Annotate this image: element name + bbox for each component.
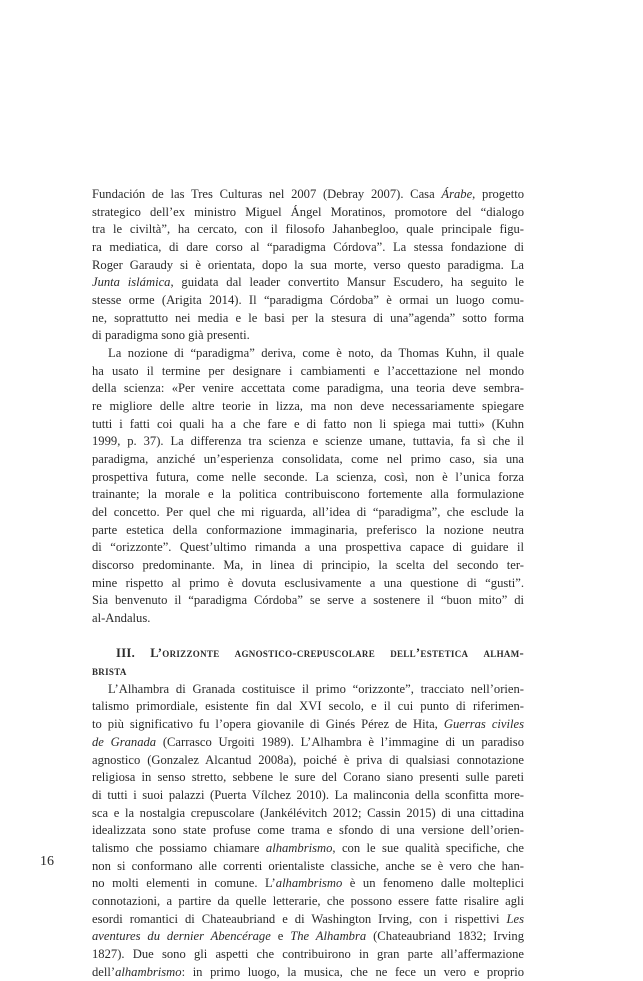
text-line: ra mediatica, di dare corso al “paradigma Córdova”. La stessa fondazione di	[92, 240, 524, 255]
text-line: to più significativo fu l’opera giovanile di Ginés Pérez de Hita, Guerras civiles	[92, 717, 525, 732]
text-line: ha usato il termine per designare i cambiamenti e l’accettazione nel mondo	[92, 363, 524, 378]
text-line: Fundación de las Tres Culturas nel 2007 (Debray 2007). Casa Árabe, progetto	[92, 187, 524, 201]
text-line: non si conformano alle correnti orientaliste classiche, anche se è vero che han-	[92, 858, 524, 873]
text-line: prospettiva futura, come nelle seconde. La scienza, così, non è l’unica forza	[92, 469, 524, 484]
text-line: di paradigma sono già presenti.	[92, 328, 250, 343]
text-line: della scienza: «Per venire accettata come paradigma, una teoria deve sembra-	[92, 381, 524, 396]
text-line: tra le civiltà”, ha cercato, con il filosofo Jahanbegloo, quale principale figu-	[92, 222, 524, 237]
text-line: talismo primordiale, esistente fin dal XVI secolo, e il cui punto di riferimen-	[92, 699, 524, 714]
text-line: strategico dell’ex ministro Miguel Ángel Moratinos, promotore del “dialogo	[92, 204, 524, 219]
paragraph	[92, 186, 524, 345]
italic-title: de Granada	[92, 734, 157, 749]
text-line: no molti elementi in comune. L’alhambrismo è un fenomeno dalle molteplici	[92, 876, 524, 891]
italic-title: aventures du dernier Abencérage	[92, 929, 271, 944]
text-line: ne, soprattutto nei media e le basi per la stesura di una”agenda” sotto forma	[92, 310, 524, 325]
text-line: trainante; la morale e la politica contribuiscono fortemente alla formulazione	[92, 487, 524, 502]
section-spacer	[92, 628, 524, 646]
italic-term: Junta islámica	[92, 275, 171, 290]
italic-term: Árabe	[441, 187, 473, 201]
text-line: re migliore delle altre teorie in lizza, ma non deve necessariamente spiegare	[92, 399, 524, 414]
text-line: La nozione di “paradigma” deriva, come è noto, da Thomas Kuhn, il quale	[108, 346, 524, 361]
text-line: 1827). Due sono gli aspetti che contribuirono in gran parte all’affermazione	[92, 946, 524, 961]
heading-line: III. L’orizzonte agnostico-crepuscolare dell’estetica alham-	[116, 646, 524, 661]
body-text	[92, 186, 524, 981]
text-line: tutti i fatti coi quali ha a che fare e di fatto non li spiega mai tutti» (Kuhn	[92, 416, 524, 431]
text-line: stesse orme (Arigita 2014). Il “paradigma Córdoba” è ormai un luogo comu-	[92, 293, 524, 308]
italic-term: alhambrismo	[275, 876, 343, 891]
paragraph	[92, 681, 524, 981]
text-line: aventures du dernier Abencérage e The Alhambra (Chateaubriand 1832; Irving	[92, 929, 525, 944]
text-line: al-Andalus.	[92, 611, 151, 626]
italic-title: Les	[506, 911, 524, 926]
text-line: idealizzata sono state profuse come trama e sfondo di una versione dell’orien-	[92, 823, 524, 838]
text-line: Sia benvenuto il “paradigma Córdoba” se serve a sostenere il “buon mito” di	[92, 593, 524, 608]
text-line: talismo che possiamo chiamare alhambrismo, con le sue qualità specifiche, che	[92, 840, 525, 855]
italic-title: Guerras civiles	[443, 717, 525, 732]
heading-line: brista	[92, 664, 127, 679]
text-line: paradigma, anziché un’esperienza consolidata, come nel primo caso, sia una	[92, 452, 524, 467]
italic-term: alhambrismo	[115, 964, 182, 979]
text-line: de Granada (Carrasco Urgoiti 1989). L’Alhambra è l’immagine di un paradiso	[92, 734, 524, 749]
section-heading	[92, 645, 524, 680]
paragraph	[92, 345, 524, 628]
text-line: Roger Garaudy si è orientata, dopo la sua morte, verso questo paradigma. La	[92, 257, 524, 272]
text-line: agnostico (Gonzalez Alcantud 2008a), poiché è priva di qualsiasi connotazione	[92, 752, 524, 767]
text-line: L’Alhambra di Granada costituisce il primo “orizzonte”, tracciato nell’orien-	[108, 681, 524, 696]
text-line: parte estetica della conformazione immaginaria, preferisco la nozione neutra	[92, 522, 524, 537]
text-line: discorso predominante. Ma, in linea di principio, la scelta del secondo ter-	[92, 558, 524, 573]
text-line: del concetto. Per quel che mi riguarda, all’idea di “paradigma”, che esclude la	[92, 505, 524, 520]
text-line: sca e la nostalgia crepuscolare (Jankélévitch 2012; Cassin 2015) di una cittadina	[92, 805, 524, 820]
text-line: religiosa in senso stretto, sebbene le sure del Corano siano presenti sulle pareti	[92, 770, 524, 785]
text-line: di “orizzonte”. Quest’ultimo rimanda a una prospettiva capace di guidare il	[92, 540, 524, 555]
text-line: di tutti i suoi palazzi (Puerta Vílchez 2010). La malinconia della sconfitta more-	[92, 787, 524, 802]
text-line: connotazioni, a partire da quelle letterarie, che possono essere fatte risalire agli	[92, 893, 524, 908]
text-line: mine rispetto al primo è dovuta esclusivamente a una questione di “gusti”.	[92, 575, 524, 590]
italic-term: alhambrismo	[265, 840, 333, 855]
italic-title: The Alhambra	[290, 929, 367, 944]
text-line: Junta islámica, guidata dal leader convertito Mansur Escudero, ha seguito le	[92, 275, 524, 290]
page-number: 16	[40, 854, 54, 869]
text-line: esordi romantici di Chateaubriand e di Washington Irving, con i rispettivi Les	[92, 911, 524, 926]
text-line: dell’alhambrismo: in primo luogo, la musica, che ne fece un vero e proprio	[92, 964, 524, 979]
text-line: 1999, p. 37). La differenza tra scienza e scienze umane, tuttavia, fa sì che il	[92, 434, 524, 449]
